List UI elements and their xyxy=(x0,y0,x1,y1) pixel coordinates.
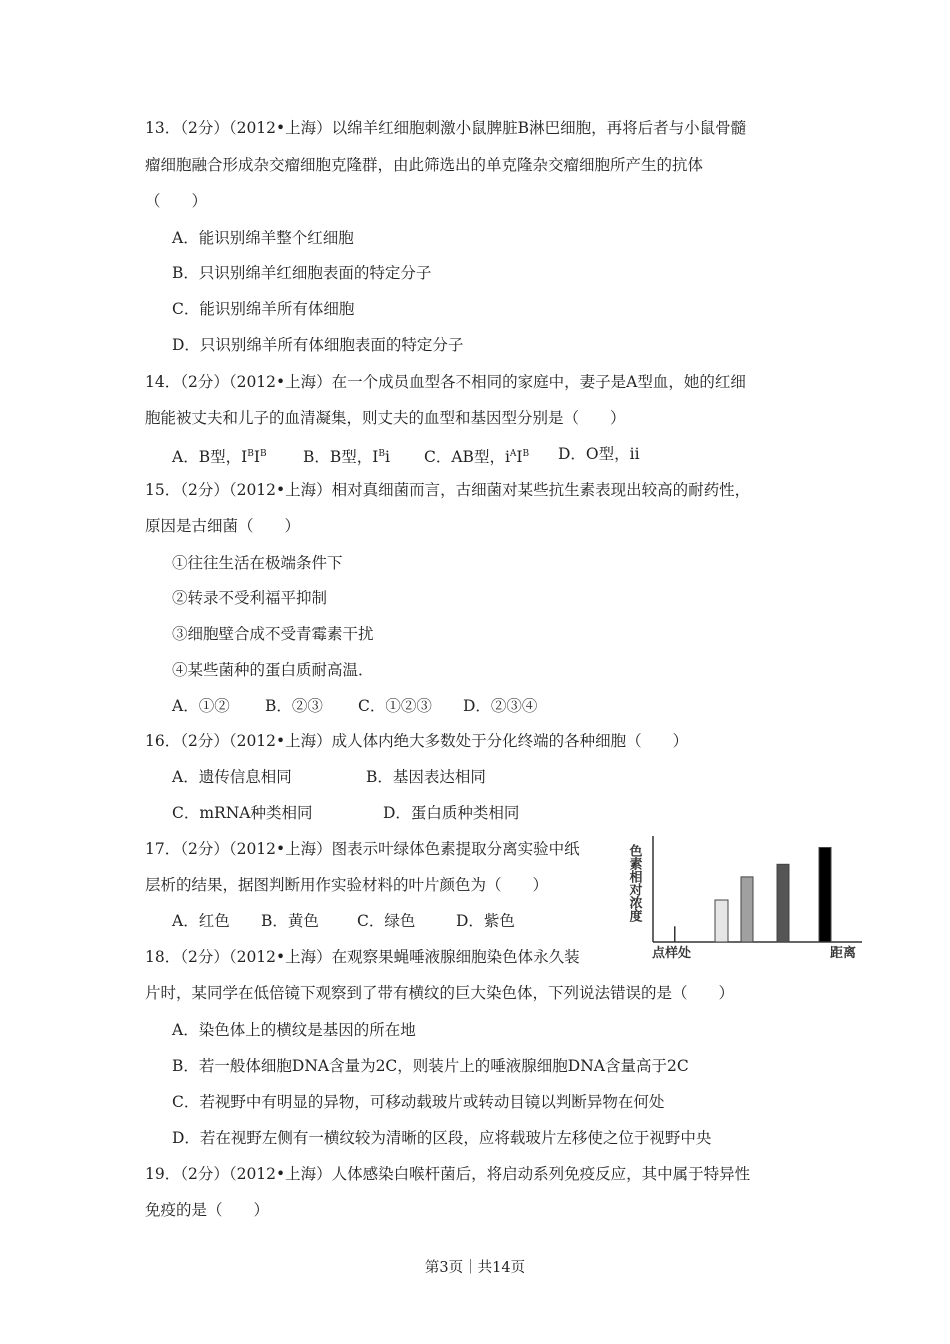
q18-text: 片时，某同学在低倍镜下观察到了带有横纹的巨大染色体，下列说法错误的是（ ） xyxy=(145,984,735,1002)
q15-item-4: ④某些菌种的蛋白质耐高温． xyxy=(172,661,374,679)
q16-text: 16．（2分）（2012•上海）成人体内绝大多数处于分化终端的各种细胞（ ） xyxy=(145,732,689,750)
q15-option-c: C．①②③ xyxy=(358,697,432,715)
pigment-bar xyxy=(715,900,728,942)
q18-option-a: A．染色体上的横纹是基因的所在地 xyxy=(172,1021,416,1039)
q14-option-a: A．B型，$I^BI^B$ xyxy=(172,448,267,467)
q13-option-d: D．只识别绵羊所有体细胞表面的特定分子 xyxy=(172,336,464,354)
q13-text: 13．（2分）（2012•上海）以绵羊红细胞刺激小鼠脾脏B淋巴细胞，再将后者与小鼠骨髓 xyxy=(145,119,747,137)
q13-option-b: B．只识别绵羊红细胞表面的特定分子 xyxy=(172,264,432,282)
page-footer: 第3页｜共14页 xyxy=(424,1260,526,1276)
q14-text: 胞能被丈夫和儿子的血清凝集，则丈夫的血型和基因型分别是（ ） xyxy=(145,409,626,427)
pigment-bar xyxy=(777,864,789,942)
q15-option-a: A．①② xyxy=(172,697,230,715)
x-label-origin: 点样处 xyxy=(652,946,692,961)
q14-option-c: C．AB型，$i^AI^B$ xyxy=(424,448,530,467)
sample-point-mark xyxy=(674,926,676,942)
q13-blank: （ ） xyxy=(145,192,208,210)
q15-option-d: D．②③④ xyxy=(463,697,538,715)
q15-text: 15．（2分）（2012•上海）相对真细菌而言，古细菌对某些抗生素表现出较高的耐药性， xyxy=(145,481,751,499)
pigment-bar xyxy=(819,848,831,943)
q19-text: 19．（2分）（2012•上海）人体感染白喉杆菌后，将启动系列免疫反应，其中属于特异性 xyxy=(145,1165,751,1183)
q17-option-b: B．黄色 xyxy=(261,912,319,930)
q17-option-c: C．绿色 xyxy=(357,912,416,930)
q13-option-c: C．能识别绵羊所有体细胞 xyxy=(172,300,355,318)
q15-item-3: ③细胞壁合成不受青霉素干扰 xyxy=(172,625,374,643)
q14-option-b: B．B型，$I^Bi$ xyxy=(303,448,390,467)
q18-option-c: C．若视野中有明显的异物，可移动载玻片或转动目镜以判断异物在何处 xyxy=(172,1093,665,1111)
q19-text: 免疫的是（ ） xyxy=(145,1201,270,1219)
q15-text: 原因是古细菌（ ） xyxy=(145,517,301,535)
q16-option-b: B．基因表达相同 xyxy=(366,768,486,786)
q13-option-a: A．能识别绵羊整个红细胞 xyxy=(172,229,354,247)
x-label-distance: 距离 xyxy=(830,946,857,961)
q14-option-d: D．O型，ii xyxy=(558,445,640,463)
q16-option-c: C．mRNA种类相同 xyxy=(172,804,313,822)
q17-option-a: A．红色 xyxy=(172,912,230,930)
q17-text: 17．（2分）（2012•上海）图表示叶绿体色素提取分离实验中纸 xyxy=(145,840,580,858)
q13-text: 瘤细胞融合形成杂交瘤细胞克隆群，由此筛选出的单克隆杂交瘤细胞所产生的抗体 xyxy=(145,156,704,174)
q14-text: 14．（2分）（2012•上海）在一个成员血型各不相同的家庭中，妻子是A型血，她的红细 xyxy=(145,373,746,391)
y-axis-label: 色素相对浓度 xyxy=(626,844,642,922)
q18-text: 18．（2分）（2012•上海）在观察果蝇唾液腺细胞染色体永久装 xyxy=(145,948,580,966)
pigment-bar xyxy=(741,877,753,942)
q15-item-2: ②转录不受利福平抑制 xyxy=(172,589,328,607)
q16-option-a: A．遗传信息相同 xyxy=(172,768,292,786)
q17-text: 层析的结果，据图判断用作实验材料的叶片颜色为（ ） xyxy=(145,876,549,894)
q17-option-d: D．紫色 xyxy=(456,912,515,930)
q18-option-d: D．若在视野左侧有一横纹较为清晰的区段，应将载玻片左移使之位于视野中央 xyxy=(172,1129,712,1147)
q16-option-d: D．蛋白质种类相同 xyxy=(383,804,520,822)
q15-option-b: B．②③ xyxy=(265,697,323,715)
q18-option-b: B．若一般体细胞DNA含量为2C，则装片上的唾液腺细胞DNA含量高于2C xyxy=(172,1057,689,1075)
q15-item-1: ①往往生活在极端条件下 xyxy=(172,554,343,572)
pigment-chart xyxy=(622,832,867,962)
